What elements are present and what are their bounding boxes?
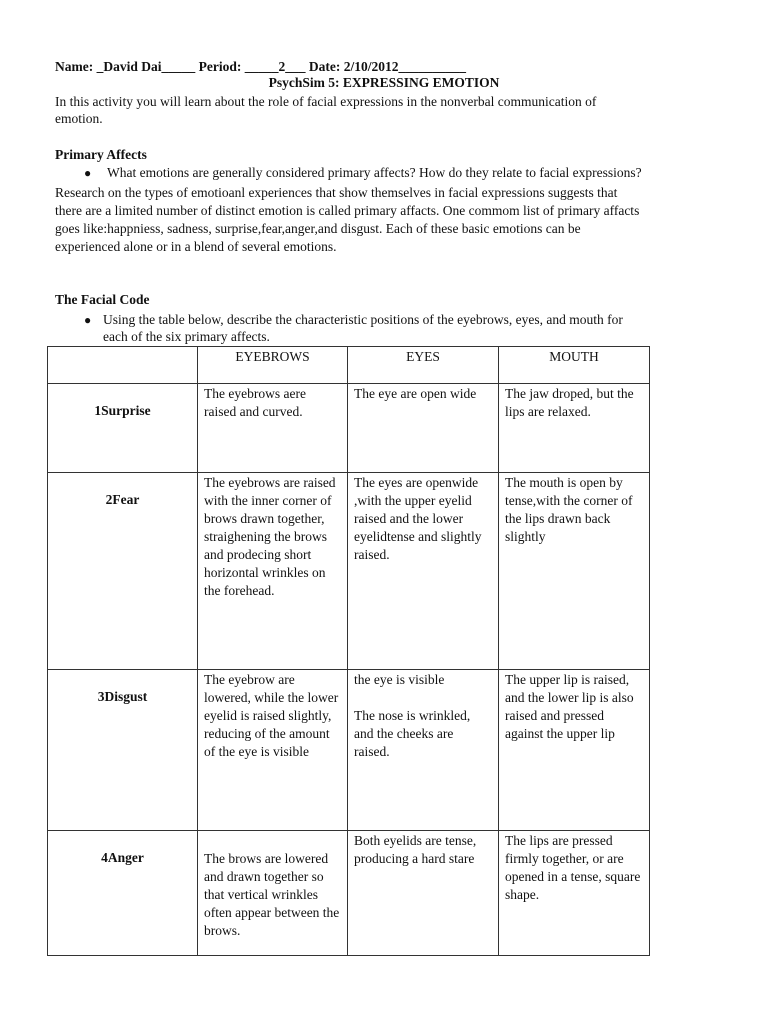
cell-eyebrows: The brows are lowered and drawn together so that vertical wrinkles often appear between the brows. [198,831,348,956]
primary-affects-heading: Primary Affects [55,147,147,162]
cell-mouth: The jaw droped, but the lips are relaxed. [499,384,650,473]
table-row [48,473,650,670]
facial-code-instruction-line-2: each of the six primary affects. [103,329,270,344]
primary-affects-answer-line-3: goes like:happniess, sadness, surprise,fear,anger,and disgust. Each of these basic emotions can be [55,221,581,236]
cell-eyes: Both eyelids are tense, producing a hard stare [348,831,499,956]
bullet-icon: ● [84,313,92,327]
row-label-surprise: 1Surprise [48,384,198,473]
table-header-eyes: EYES [348,347,499,384]
cell-mouth: The mouth is open by tense,with the corner of the lips drawn back slightly [499,473,650,670]
facial-code-instruction-line-1: Using the table below, describe the characteristic positions of the eyebrows, eyes, and mouth for [103,312,623,327]
facial-code-heading: The Facial Code [55,292,150,307]
cell-mouth: The lips are pressed firmly together, or are opened in a tense, square shape. [499,831,650,956]
row-label-anger: 4Anger [48,831,198,956]
cell-eyebrows: The eyebrows are raised with the inner corner of brows drawn together, straighening the brows and prodecing short horizontal wrinkles on the forehead. [198,473,348,670]
table-row [48,831,650,956]
worksheet-title: PsychSim 5: EXPRESSING EMOTION [268,75,500,90]
cell-eyes-extra-text: The nose is wrinkled, and the cheeks are raised. [354,708,471,759]
row-label-fear: 2Fear [48,473,198,670]
primary-affects-answer-line-1: Research on the types of emotioanl experiences that show themselves in facial expressions suggests that [55,185,618,200]
cell-eyes: The eyes are openwide ,with the upper eyelid raised and the lower eyelidtense and slightly raised. [348,473,499,670]
table-header-eyebrows: EYEBROWS [198,347,348,384]
name-period-date-line: Name: _David Dai_____ Period: _____2___ Date: 2/10/2012__________ [55,59,466,74]
row-label-disgust: 3Disgust [48,670,198,831]
cell-eyes: The eye are open wide [348,384,499,473]
intro-line-2: emotion. [55,111,103,126]
table-header-row [48,347,650,384]
cell-eyebrows: The eyebrow are lowered, while the lower eyelid is raised slightly, reducing of the amount of the eye is visible [198,670,348,831]
table-header-blank [48,347,198,384]
cell-eyes-text: the eye is visible [354,672,445,687]
cell-eyes [348,670,499,831]
primary-affects-answer-line-2: there are a limited number of distinct emotion is called primary affacts. One commom list of primary affacts [55,203,640,218]
table-row [48,384,650,473]
primary-affects-answer-line-4: experienced alone or in a blend of several emotions. [55,239,337,254]
table-header-mouth: MOUTH [499,347,650,384]
cell-eyebrows: The eyebrows aere raised and curved. [198,384,348,473]
table-row [48,670,650,831]
facial-code-table [47,346,650,956]
intro-line-1: In this activity you will learn about the role of facial expressions in the nonverbal communication of [55,94,597,109]
bullet-icon: ● [84,166,92,180]
cell-mouth: The upper lip is raised, and the lower lip is also raised and pressed against the upper lip [499,670,650,831]
primary-affects-question: What emotions are generally considered primary affects? How do they relate to facial expressions? [107,165,642,180]
